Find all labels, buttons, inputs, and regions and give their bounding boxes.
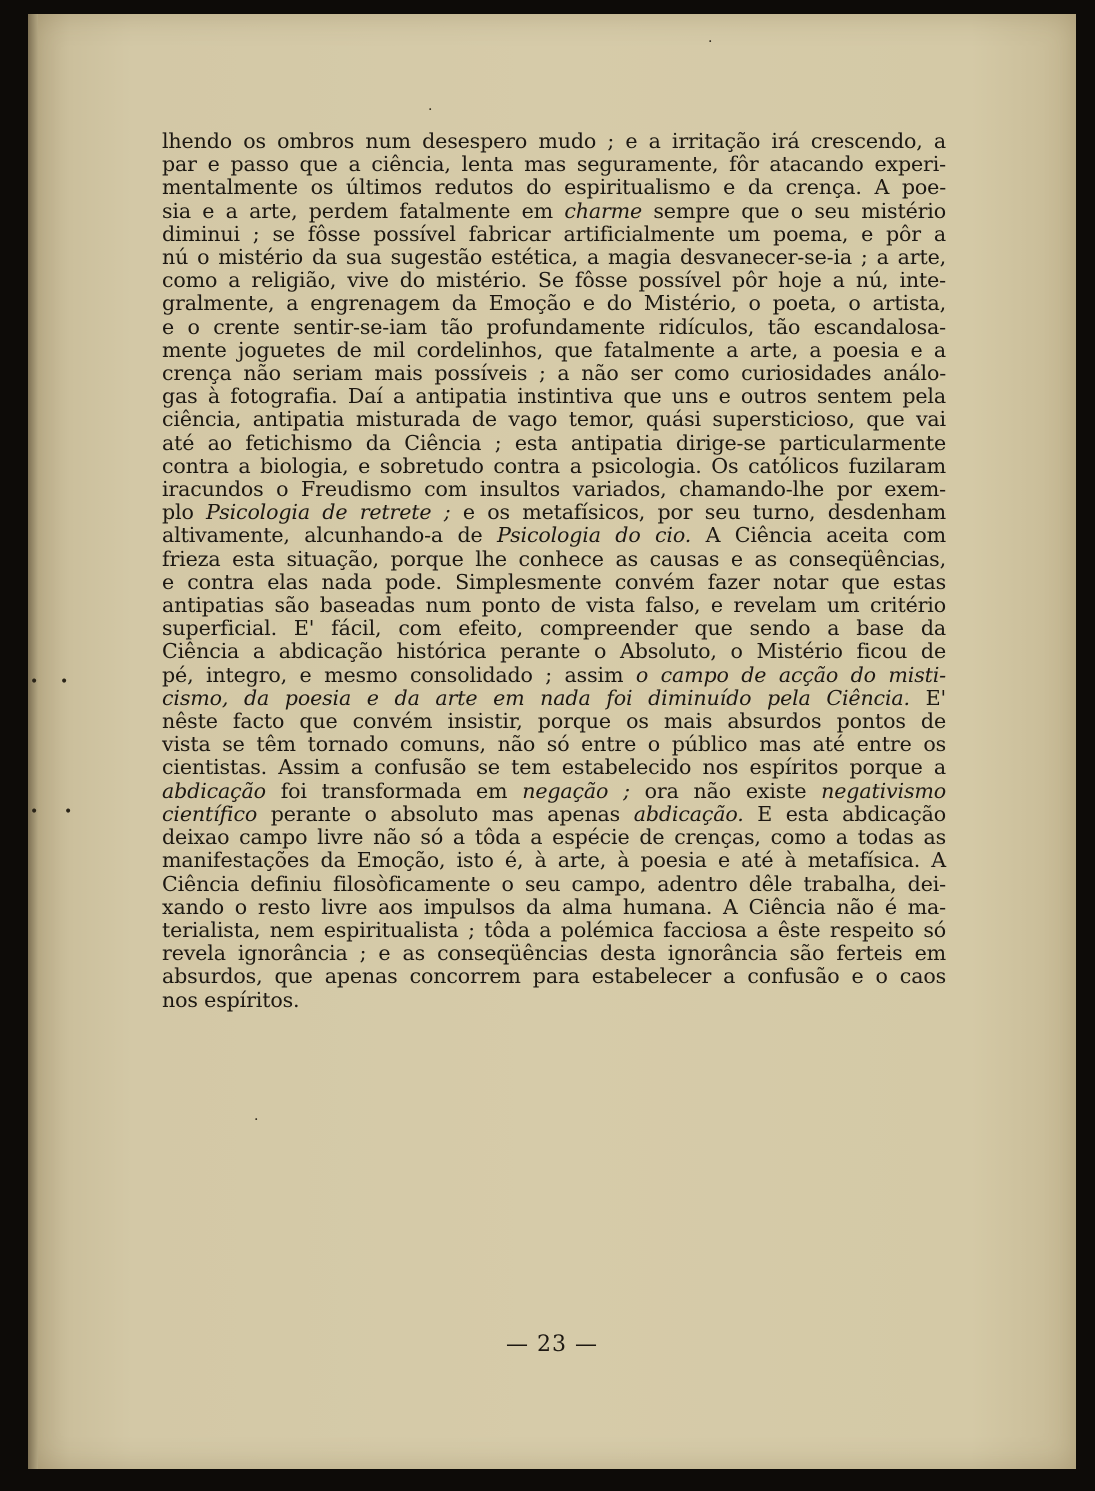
text-line-19: frieza esta situação, porque lhe conhece as causas e as conseqüências, bbox=[162, 546, 946, 571]
text-line-5: diminui ; se fôsse possível fabricar artificialmente um poema, e pôr a bbox=[162, 221, 946, 246]
text-line-15: contra a biologia, e sobretudo contra a psicologia. Os católicos fuzilaram bbox=[162, 453, 946, 478]
page-binding-edge bbox=[28, 14, 38, 1469]
text-line-31: deixao campo livre não só a tôda a espécie de crenças, como a todas as bbox=[162, 825, 946, 850]
italic-run: abdicação. bbox=[633, 801, 744, 826]
text-line-38: nos espíritos. bbox=[162, 987, 300, 1012]
text-line-9: e o crente sentir-se-iam tão profundamente ridículos, tão escandalosa- bbox=[162, 314, 946, 339]
text-run: ora não existe bbox=[629, 778, 822, 803]
italic-run: Psicologia do cio. bbox=[496, 523, 692, 548]
text-line-32: manifestações da Emoção, isto é, à arte, à poesia e até à metafísica. A bbox=[162, 848, 946, 873]
text-run: foi transformada em bbox=[265, 778, 523, 803]
text-run: perante o absoluto mas apenas bbox=[257, 801, 634, 826]
text-line-34: xando o resto livre aos impulsos da alma humana. A Ciência não é ma- bbox=[162, 894, 946, 919]
text-run: A Ciência aceita com bbox=[691, 523, 946, 548]
text-run: pé, integro, e mesmo consolidado ; assim bbox=[162, 662, 636, 687]
italic-run: científico bbox=[162, 801, 258, 826]
text-line-14: até ao fetichismo da Ciência ; esta antipatia dirige-se particularmente bbox=[162, 430, 946, 455]
text-line-4 bbox=[162, 200, 946, 223]
text-line-13: ciência, antipatia misturada de vago temor, quási supersticioso, que vai bbox=[162, 407, 946, 432]
text-line-17 bbox=[162, 501, 946, 524]
text-line-37: absurdos, que apenas concorrem para estabelecer a confusão e o caos bbox=[162, 964, 946, 989]
text-line-16: iracundos o Freudismo com insultos variados, chamando-lhe por exem- bbox=[162, 477, 946, 502]
text-line-7: como a religião, vive do mistério. Se fôsse possível pôr hoje a nú, inte- bbox=[162, 268, 946, 293]
text-line-18 bbox=[162, 524, 946, 547]
italic-run: cismo, da poesia e da arte em nada foi diminuído pela Ciência. bbox=[162, 685, 910, 710]
ink-speck: · bbox=[428, 102, 433, 118]
ink-speck: · bbox=[254, 1112, 259, 1128]
page-number: — 23 — bbox=[506, 1332, 598, 1357]
text-line-30 bbox=[162, 803, 946, 826]
text-line-2: par e passo que a ciência, lenta mas seguramente, fôr atacando experi- bbox=[162, 152, 946, 177]
ink-speck: • bbox=[30, 674, 39, 690]
italic-run: Psicologia de retrete ; bbox=[206, 500, 451, 525]
text-line-12: gas à fotografia. Daí a antipatia instintiva que uns e outros sentem pela bbox=[162, 384, 946, 409]
ink-speck: • bbox=[64, 804, 73, 820]
book-page bbox=[28, 14, 1076, 1469]
italic-run: negação ; bbox=[522, 778, 630, 803]
ink-speck: · bbox=[708, 34, 713, 50]
italic-run: negativismo bbox=[821, 778, 946, 803]
text-line-36: revela ignorância ; e as conseqüências desta ignorância são ferteis em bbox=[162, 941, 946, 966]
text-line-23: Ciência a abdicação histórica perante o Absoluto, o Mistério ficou de bbox=[162, 639, 946, 664]
text-line-6: nú o mistério da sua sugestão estética, a magia desvanecer-se-ia ; a arte, bbox=[162, 245, 946, 270]
text-line-8: gralmente, a engrenagem da Emoção e do Mistério, o poeta, o artista, bbox=[162, 291, 946, 316]
text-run: E esta abdicação bbox=[743, 801, 946, 826]
ink-speck: • bbox=[30, 804, 39, 820]
text-run: plo bbox=[162, 500, 207, 525]
text-run: sia e a arte, perdem fatalmente em bbox=[162, 198, 565, 223]
text-line-26: nêste facto que convém insistir, porque os mais absurdos pontos de bbox=[162, 709, 946, 734]
text-line-35: terialista, nem espiritualista ; tôda a polémica facciosa a êste respeito só bbox=[162, 917, 946, 942]
text-line-21: antipatias são baseadas num ponto de vista falso, e revelam um critério bbox=[162, 593, 946, 618]
text-line-20: e contra elas nada pode. Simplesmente convém fazer notar que estas bbox=[162, 569, 946, 594]
text-line-24 bbox=[162, 664, 946, 687]
ink-speck: • bbox=[60, 674, 69, 690]
text-run: E' bbox=[909, 685, 946, 710]
text-line-11: crença não seriam mais possíveis ; a não ser como curiosidades análo- bbox=[162, 361, 946, 386]
body-text bbox=[162, 130, 946, 1012]
italic-run: o campo de acção do misti- bbox=[635, 662, 946, 687]
text-line-10: mente joguetes de mil cordelinhos, que fatalmente a arte, a poesia e a bbox=[162, 337, 946, 362]
text-line-33: Ciência definiu filosòficamente o seu campo, adentro dêle trabalha, dei- bbox=[162, 871, 946, 896]
text-line-3: mentalmente os últimos redutos do espiritualismo e da crença. A poe- bbox=[162, 175, 946, 200]
text-run: sempre que o seu mistério bbox=[642, 198, 946, 223]
italic-run: abdicação bbox=[162, 778, 266, 803]
text-line-29 bbox=[162, 780, 946, 803]
text-line-1: lhendo os ombros num desespero mudo ; e a irritação irá crescendo, a bbox=[162, 129, 946, 153]
text-run: e os metafísicos, por seu turno, desdenham bbox=[450, 500, 946, 525]
italic-run: charme bbox=[564, 198, 643, 223]
text-line-27: vista se têm tornado comuns, não só entre o público mas até entre os bbox=[162, 732, 946, 757]
text-run: altivamente, alcunhando-a de bbox=[162, 523, 497, 548]
text-line-25 bbox=[162, 687, 946, 710]
text-line-22: superficial. E' fácil, com efeito, compreender que sendo a base da bbox=[162, 616, 946, 641]
text-line-28: cientistas. Assim a confusão se tem estabelecido nos espíritos porque a bbox=[162, 755, 946, 780]
